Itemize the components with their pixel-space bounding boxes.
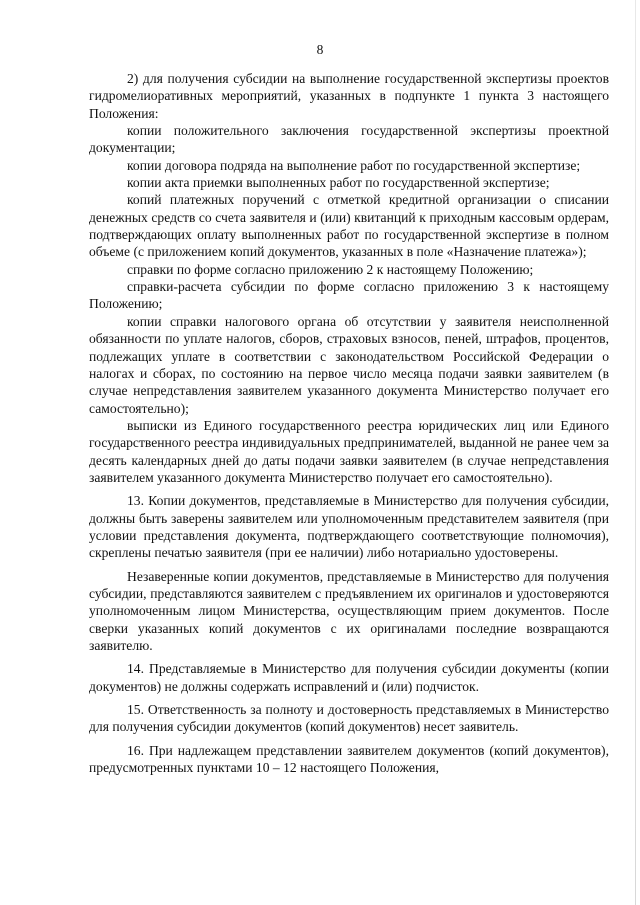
paragraph-item-15: 15. Ответственность за полноту и достоверность представляемых в Министерство для получения субсидии документов (копий документов) несет заявитель. — [89, 702, 609, 735]
paragraph-uncertified-copies: Незаверенные копии документов, представляемые в Министерство для получения субсидии, представляются заявителем с предъявлением их оригиналов и удостоверяются уполномоченным лицом Министерства, осуществляющим прием документов. После сверки указанных копий документов с их оригиналами последние возвращаются заявителю. — [89, 568, 609, 653]
paragraph-subsidy-expertise: 2) для получения субсидии на выполнение государственной экспертизы проектов гидромелиоративных мероприятий, указанных в подпункте 1 пункта 3 настоящего Положения: — [89, 71, 609, 121]
paragraph-tax-certificate: копии справки налогового органа об отсутствии у заявителя неисполненной обязанности по уплате налогов, сборов, страховых взносов, пеней, штрафов, процентов, подлежащих уплате в соответствии с законодательством Российской Федерации о налогах и сборах, по состоянию на первое число месяца подачи заявки заявителем (в случае непредставления заявителем указанного документа Министерство получает его самостоятельно); — [89, 313, 609, 416]
paragraph-item-14: 14. Представляемые в Министерство для получения субсидии документы (копии документов) не должны содержать исправлений и (или) подчисток. — [89, 661, 609, 694]
paragraph-acceptance-act: копии акта приемки выполненных работ по государственной экспертизе; — [127, 175, 550, 191]
paragraph-positive-conclusion: копии положительного заключения государственной экспертизы проектной документации; — [89, 123, 609, 156]
paragraph-form-2: справки по форме согласно приложению 2 к настоящему Положению; — [127, 261, 534, 277]
paragraph-item-16: 16. При надлежащем представлении заявителем документов (копий документов), предусмотренных пунктами 10 – 12 настоящего Положения, — [89, 742, 609, 776]
scan-edge — [635, 0, 636, 905]
paragraph-form-3: справки-расчета субсидии по форме согласно приложению 3 к настоящему Положению; — [89, 279, 609, 312]
paragraph-contract-copy: копии договора подряда на выполнение работ по государственной экспертизе; — [127, 157, 581, 173]
document-body — [89, 70, 609, 776]
page-number: 8 — [316, 42, 324, 57]
paragraph-payment-orders: копий платежных поручений с отметкой кредитной организации о списании денежных средств со счета заявителя и (или) квитанций к приходным кассовым ордерам, подтверждающих оплату выполненных работ по государственной экспертизе в полном объеме (с приложением копий документов, указанных в поле «Назначение платежа»); — [89, 192, 609, 260]
paragraph-item-13: 13. Копии документов, представляемые в Министерство для получения субсидии, должны быть заверены заявителем или уполномоченным представителем заявителя (при условии представления документа, подтверждающего соответствующие полномочия), скреплены печатью заявителя (при ее наличии) либо нотариально удостоверены. — [89, 493, 609, 561]
paragraph-registry-extract: выписки из Единого государственного реестра юридических лиц или Единого государственного реестра индивидуальных предпринимателей, выданной не ранее чем за десять календарных дней до даты подачи заявки заявителем (в случае непредставления заявителем указанного документа Министерство получает его самостоятельно). — [89, 417, 609, 485]
